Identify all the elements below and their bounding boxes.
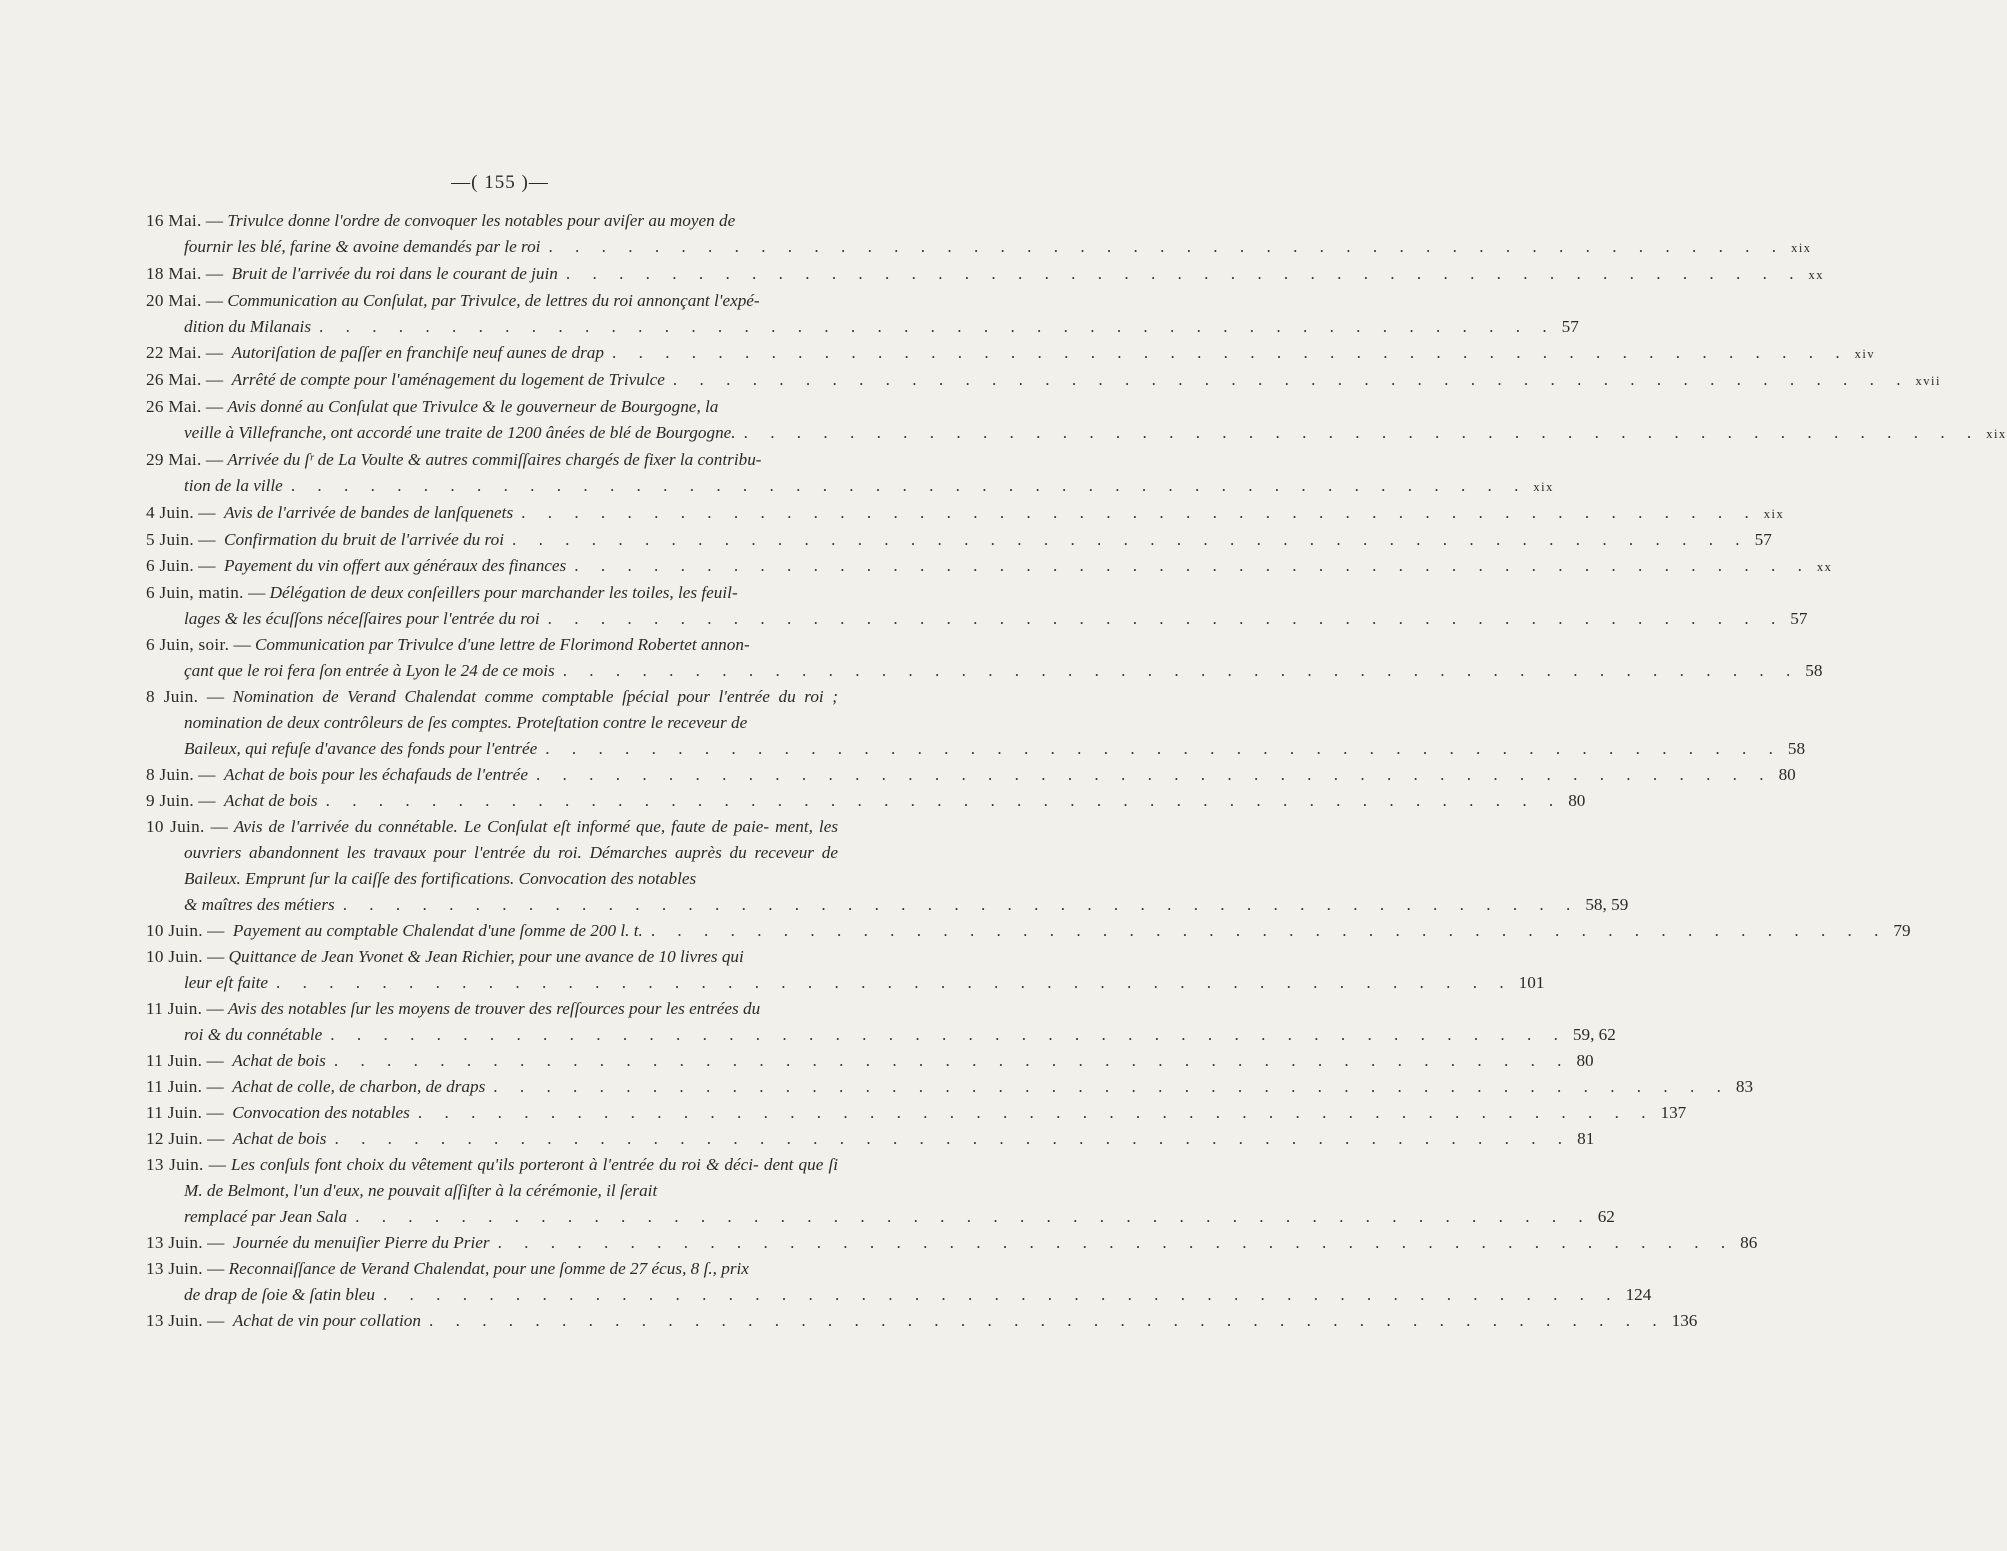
dot-leader: . . . . . . . . . . . . . . . . . . . . . . . . . . . . . . . . . . . . . . . . . . . . . . . <box>382 1285 1620 1304</box>
entry-line <box>146 1048 1594 1074</box>
entry-dash: — <box>205 397 224 416</box>
entry-date: 22 Mai. <box>146 343 202 362</box>
entry-description: Trivulce donne l'ordre de convoquer les notables pour aviſer au moyen de <box>227 211 736 230</box>
entry-date: 26 Mai. <box>146 397 202 416</box>
entry-description-end: roi & du connétable <box>184 1025 323 1044</box>
entry-dash: — <box>205 264 224 283</box>
entry-date: 29 Mai. <box>146 450 202 469</box>
entry-dash: — <box>208 1155 226 1174</box>
dot-leader: . . . . . . . . . . . . . . . . . . . . . . . . . . . . . . . . . . . . . . . . . . . . . . . <box>565 264 1803 283</box>
entry-dash: — <box>198 791 216 810</box>
entry-dash: — <box>205 370 224 389</box>
index-entry <box>146 1152 1615 1230</box>
entry-description: Convocation des notables <box>232 1103 410 1122</box>
page-reference: xix <box>1791 241 1812 255</box>
entry-date: 13 Juin. <box>146 1155 204 1174</box>
index-entry <box>146 1308 1698 1334</box>
entry-description: Arrêté de compte pour l'aménagement du logement de Trivulce <box>231 370 665 389</box>
entry-lead-text <box>146 580 838 606</box>
entry-line <box>146 918 1911 944</box>
entry-final-line <box>146 658 1823 684</box>
page-reference: 136 <box>1671 1311 1698 1330</box>
entry-lead-text <box>146 1256 838 1282</box>
page-reference: 80 <box>1778 765 1796 784</box>
entry-description: Quittance de Jean Yvonet & Jean Richier, pour une avance de 10 livres qui <box>228 947 744 966</box>
index-entry <box>146 788 1586 814</box>
entry-date: 6 Juin, soir. <box>146 635 230 654</box>
page-reference: 124 <box>1625 1285 1652 1304</box>
entry-date: 13 Juin. <box>146 1259 203 1278</box>
entry-line <box>146 762 1796 788</box>
entry-dash: — <box>206 999 224 1018</box>
entry-description: Confirmation du bruit de l'arrivée du roi <box>224 530 504 549</box>
entry-description: Arrivée du ſʳ de La Voulte & autres commiſſaires chargés de fixer la contribu- <box>227 450 762 469</box>
index-entry <box>146 684 1806 762</box>
entry-final-line <box>146 736 1806 762</box>
entry-date: 13 Juin. <box>146 1311 203 1330</box>
index-entry <box>146 996 1616 1048</box>
index-entry <box>146 261 1824 288</box>
entry-line <box>146 1126 1595 1152</box>
entry-description: Payement au comptable Chalendat d'une ſomme de 200 l. t. <box>232 921 643 940</box>
entry-final-line <box>146 420 2007 447</box>
dot-leader: . . . . . . . . . . . . . . . . . . . . . . . . . . . . . . . . . . . . . . . . . . . . . . . <box>330 1025 1567 1044</box>
entry-description: Délégation de deux conſeillers pour marchander les toiles, les feuil- <box>269 583 738 602</box>
entry-dash: — <box>207 1129 225 1148</box>
entry-description: Reconnaiſſance de Verand Chalendat, pour une ſomme de 27 écus, 8 ſ., prix <box>228 1259 749 1278</box>
entry-line <box>146 553 1833 580</box>
entry-lead-text <box>146 447 838 473</box>
entry-dash: — <box>206 1077 224 1096</box>
entry-final-line <box>146 314 1579 340</box>
page-number: —( 155 )— <box>451 172 549 193</box>
entry-description-end: veille à Villefranche, ont accordé une traite de 1200 ânées de blé de Bourgogne. <box>184 423 736 442</box>
entry-date: 11 Juin. <box>146 1103 203 1122</box>
entry-description-end: dition du Milanais <box>184 317 312 336</box>
entry-line <box>146 1308 1698 1334</box>
index-entry <box>146 500 1785 527</box>
entry-dash: — <box>207 1233 225 1252</box>
entry-date: 10 Juin. <box>146 947 203 966</box>
entry-final-line <box>146 970 1545 996</box>
entry-description: Achat de bois <box>224 791 318 810</box>
dot-leader: . . . . . . . . . . . . . . . . . . . . . . . . . . . . . . . . . . . . . . . . . . . . . . . <box>672 370 1910 389</box>
entry-dash: — <box>198 530 216 549</box>
entry-dash: — <box>205 291 224 310</box>
entry-description: Communication au Conſulat, par Trivulce, de lettres du roi annonçant l'expé- <box>227 291 760 310</box>
dot-leader: . . . . . . . . . . . . . . . . . . . . . . . . . . . . . . . . . . . . . . . . . . . . . . . <box>545 739 1782 758</box>
entry-date: 10 Juin. <box>146 817 205 836</box>
dot-leader: . . . . . . . . . . . . . . . . . . . . . . . . . . . . . . . . . . . . . . . . . . . . . . . <box>429 1311 1666 1330</box>
entry-date: 8 Juin. <box>146 765 194 784</box>
entry-description: Les conſuls font choix du vêtement qu'ils porteront à l'entrée du roi & déci- dent que ſi M. de Belmont, l'un d'eux, ne pouvait aſſiſter à la cérémonie, il ſerait <box>184 1155 839 1200</box>
entry-description: Avis de l'arrivée de bandes de lanſquenets <box>224 503 514 522</box>
page-reference: xx <box>1808 268 1824 282</box>
entry-description: Achat de bois pour les échafauds de l'entrée <box>224 765 528 784</box>
entry-date: 4 Juin. <box>146 503 194 522</box>
entry-dash: — <box>206 1051 224 1070</box>
entry-lead-text <box>146 208 838 234</box>
entry-date: 11 Juin. <box>146 999 203 1018</box>
entry-lead-text <box>146 632 838 658</box>
entry-dash: — <box>207 1259 225 1278</box>
entry-date: 11 Juin. <box>146 1051 203 1070</box>
index-entry <box>146 1048 1594 1074</box>
dot-leader: . . . . . . . . . . . . . . . . . . . . . . . . . . . . . . . . . . . . . . . . . . . . . . . <box>497 1233 1735 1252</box>
index-entry <box>146 814 1629 918</box>
dot-leader: . . . . . . . . . . . . . . . . . . . . . . . . . . . . . . . . . . . . . . . . . . . . . . . <box>290 476 1528 495</box>
entry-description: Journée du menuiſier Pierre du Prier <box>232 1233 490 1252</box>
index-entry <box>146 1126 1595 1152</box>
page-reference: xx <box>1816 560 1833 574</box>
entry-description: Autoriſation de paſſer en franchiſe neuf aunes de drap <box>231 343 604 362</box>
page-reference: 137 <box>1660 1103 1687 1122</box>
entry-dash: — <box>210 817 228 836</box>
page-reference: xvii <box>1915 374 1941 388</box>
dot-leader: . . . . . . . . . . . . . . . . . . . . . . . . . . . . . . . . . . . . . . . . . . . . . . . <box>743 423 1981 442</box>
entry-description-end: fournir les blé, farine & avoine demandés par le roi <box>184 237 541 256</box>
entry-description: Avis de l'arrivée du connétable. Le Conſulat eſt informé que, faute de paie- ment, les ouvriers abandonnent les travaux pour l'entrée du roi. Démarches auprès du receveur de Baileux. Emprunt ſur la caiſſe des fortifications. Convocation des notables <box>184 817 839 888</box>
index-entry <box>146 1256 1652 1308</box>
dot-leader: . . . . . . . . . . . . . . . . . . . . . . . . . . . . . . . . . . . . . . . . . . . . . . . <box>548 237 1786 256</box>
entry-dash: — <box>206 687 225 706</box>
entry-dash: — <box>207 921 225 940</box>
page-reference: 57 <box>1561 317 1579 336</box>
dot-leader: . . . . . . . . . . . . . . . . . . . . . . . . . . . . . . . . . . . . . . . . . . . . . . . <box>511 530 1749 549</box>
entry-dash: — <box>198 765 216 784</box>
index-entry <box>146 1100 1687 1126</box>
index-entry <box>146 1230 1758 1256</box>
entry-description-end: Baileux, qui refuſe d'avance des fonds pour l'entrée <box>184 739 538 758</box>
entry-dash: — <box>207 947 225 966</box>
entry-description: Nomination de Verand Chalendat comme comptable ſpécial pour l'entrée du roi ; nomination de deux contrôleurs de ſes comptes. Proteſtation contre le receveur de <box>184 687 838 732</box>
page-reference: xiv <box>1854 347 1876 361</box>
index-list <box>146 208 2007 1334</box>
page-reference: 83 <box>1735 1077 1754 1096</box>
entry-lead-text <box>146 996 838 1022</box>
entry-final-line <box>146 234 1812 261</box>
page-reference: 80 <box>1576 1051 1594 1070</box>
entry-dash: — <box>198 503 216 522</box>
entry-description: Achat de colle, de charbon, de draps <box>232 1077 486 1096</box>
entry-date: 5 Juin. <box>146 530 194 549</box>
entry-date: 8 Juin. <box>146 687 199 706</box>
entry-line <box>146 367 1941 394</box>
entry-lead-text <box>146 814 838 892</box>
entry-dash: — <box>206 1103 224 1122</box>
page-reference: 101 <box>1518 973 1545 992</box>
entry-date: 9 Juin. <box>146 791 194 810</box>
dot-leader: . . . . . . . . . . . . . . . . . . . . . . . . . . . . . . . . . . . . . . . . . . . . . . . <box>325 791 1563 810</box>
index-entry <box>146 447 1554 500</box>
entry-final-line <box>146 606 1808 632</box>
dot-leader: . . . . . . . . . . . . . . . . . . . . . . . . . . . . . . . . . . . . . . . . . . . . . . . <box>319 317 1556 336</box>
entry-final-line <box>146 1282 1652 1308</box>
entry-description-end: tion de la ville <box>184 476 283 495</box>
dot-leader: . . . . . . . . . . . . . . . . . . . . . . . . . . . . . . . . . . . . . . . . . . . . . . . <box>493 1077 1730 1096</box>
entry-dash: — <box>248 583 266 602</box>
dot-leader: . . . . . . . . . . . . . . . . . . . . . . . . . . . . . . . . . . . . . . . . . . . . . . . <box>547 609 1785 628</box>
dot-leader: . . . . . . . . . . . . . . . . . . . . . . . . . . . . . . . . . . . . . . . . . . . . . . . <box>574 556 1811 575</box>
page-reference: 86 <box>1740 1233 1758 1252</box>
page-reference: 58 <box>1805 661 1823 680</box>
entry-description: Achat de vin pour collation <box>232 1311 421 1330</box>
dot-leader: . . . . . . . . . . . . . . . . . . . . . . . . . . . . . . . . . . . . . . . . . . . . . . . <box>342 895 1580 914</box>
entry-date: 12 Juin. <box>146 1129 203 1148</box>
entry-dash: — <box>233 635 251 654</box>
entry-line <box>146 261 1824 288</box>
index-entry <box>146 288 1579 340</box>
entry-dash: — <box>205 450 224 469</box>
entry-description: Bruit de l'arrivée du roi dans le courant de juin <box>231 264 558 283</box>
page-reference: 58, 59 <box>1585 895 1629 914</box>
entry-description: Communication par Trivulce d'une lettre de Florimond Robertet annon- <box>254 635 750 654</box>
index-entry <box>146 632 1823 684</box>
entry-line <box>146 1230 1758 1256</box>
entry-date: 16 Mai. <box>146 211 202 230</box>
entry-description-end: çant que le roi fera ſon entrée à Lyon le 24 de ce mois <box>184 661 555 680</box>
entry-description-end: de drap de ſoie & ſatin bleu <box>184 1285 375 1304</box>
entry-date: 18 Mai. <box>146 264 202 283</box>
entry-dash: — <box>205 211 224 230</box>
index-entry <box>146 367 1941 394</box>
page-reference: 57 <box>1754 530 1772 549</box>
index-entry <box>146 762 1796 788</box>
index-entry <box>146 918 1911 944</box>
entry-final-line <box>146 473 1554 500</box>
entry-lead-text <box>146 944 838 970</box>
dot-leader: . . . . . . . . . . . . . . . . . . . . . . . . . . . . . . . . . . . . . . . . . . . . . . . <box>333 1051 1571 1070</box>
dot-leader: . . . . . . . . . . . . . . . . . . . . . . . . . . . . . . . . . . . . . . . . . . . . . . . <box>521 503 1758 522</box>
page-reference: 80 <box>1568 791 1586 810</box>
entry-final-line <box>146 1022 1616 1048</box>
entry-final-line <box>146 892 1629 918</box>
index-entry <box>146 340 1876 367</box>
page-reference: 79 <box>1893 921 1911 940</box>
index-entry <box>146 553 1833 580</box>
dot-leader: . . . . . . . . . . . . . . . . . . . . . . . . . . . . . . . . . . . . . . . . . . . . . . . <box>417 1103 1655 1122</box>
entry-date: 20 Mai. <box>146 291 202 310</box>
page-reference: 58 <box>1787 739 1806 758</box>
entry-line <box>146 340 1876 367</box>
entry-line <box>146 1074 1754 1100</box>
entry-date: 10 Juin. <box>146 921 203 940</box>
dot-leader: . . . . . . . . . . . . . . . . . . . . . . . . . . . . . . . . . . . . . . . . . . . . . . . <box>650 921 1888 940</box>
entry-final-line <box>146 1204 1615 1230</box>
entry-description: Avis des notables ſur les moyens de trouver des reſſources pour les entrées du <box>227 999 761 1018</box>
page-reference: xix <box>1986 427 2007 441</box>
entry-line <box>146 527 1772 553</box>
index-entry <box>146 944 1545 996</box>
page-reference: 57 <box>1790 609 1808 628</box>
entry-date: 26 Mai. <box>146 370 202 389</box>
page-reference: 81 <box>1577 1129 1595 1148</box>
page-reference: xix <box>1763 507 1785 521</box>
entry-lead-text <box>146 1152 838 1204</box>
entry-line <box>146 500 1785 527</box>
index-entry <box>146 527 1772 553</box>
index-entry <box>146 1074 1754 1100</box>
entry-date: 13 Juin. <box>146 1233 203 1252</box>
entry-date: 6 Juin, matin. <box>146 583 244 602</box>
page-reference: 59, 62 <box>1572 1025 1616 1044</box>
entry-lead-text <box>146 684 838 736</box>
dot-leader: . . . . . . . . . . . . . . . . . . . . . . . . . . . . . . . . . . . . . . . . . . . . . . . <box>276 973 1513 992</box>
entry-description-end: leur eſt faite <box>184 973 269 992</box>
entry-description-end: remplacé par Jean Sala <box>184 1207 348 1226</box>
entry-line <box>146 788 1586 814</box>
entry-lead-text <box>146 288 838 314</box>
index-entry <box>146 580 1808 632</box>
entry-description: Achat de bois <box>232 1129 327 1148</box>
entry-line <box>146 1100 1687 1126</box>
dot-leader: . . . . . . . . . . . . . . . . . . . . . . . . . . . . . . . . . . . . . . . . . . . . . . . <box>355 1207 1592 1226</box>
entry-description: Payement du vin offert aux généraux des finances <box>224 556 567 575</box>
index-entry <box>146 208 1812 261</box>
entry-dash: — <box>207 1311 225 1330</box>
entry-description: Achat de bois <box>232 1051 326 1070</box>
page-reference: 62 <box>1597 1207 1615 1226</box>
dot-leader: . . . . . . . . . . . . . . . . . . . . . . . . . . . . . . . . . . . . . . . . . . . . . . . <box>334 1129 1572 1148</box>
entry-description-end: lages & les écuſſons néceſſaires pour l'entrée du roi <box>184 609 540 628</box>
dot-leader: . . . . . . . . . . . . . . . . . . . . . . . . . . . . . . . . . . . . . . . . . . . . . . . <box>612 343 1849 362</box>
entry-description: Avis donné au Conſulat que Trivulce & le gouverneur de Bourgogne, la <box>227 397 719 416</box>
entry-lead-text <box>146 394 838 420</box>
entry-date: 6 Juin. <box>146 556 194 575</box>
entry-description-end: & maîtres des métiers <box>184 895 335 914</box>
entry-dash: — <box>205 343 224 362</box>
dot-leader: . . . . . . . . . . . . . . . . . . . . . . . . . . . . . . . . . . . . . . . . . . . . . . . <box>562 661 1800 680</box>
dot-leader: . . . . . . . . . . . . . . . . . . . . . . . . . . . . . . . . . . . . . . . . . . . . . . . <box>535 765 1773 784</box>
entry-dash: — <box>198 556 216 575</box>
index-entry <box>146 394 2007 447</box>
entry-date: 11 Juin. <box>146 1077 203 1096</box>
page-reference: xix <box>1533 480 1554 494</box>
